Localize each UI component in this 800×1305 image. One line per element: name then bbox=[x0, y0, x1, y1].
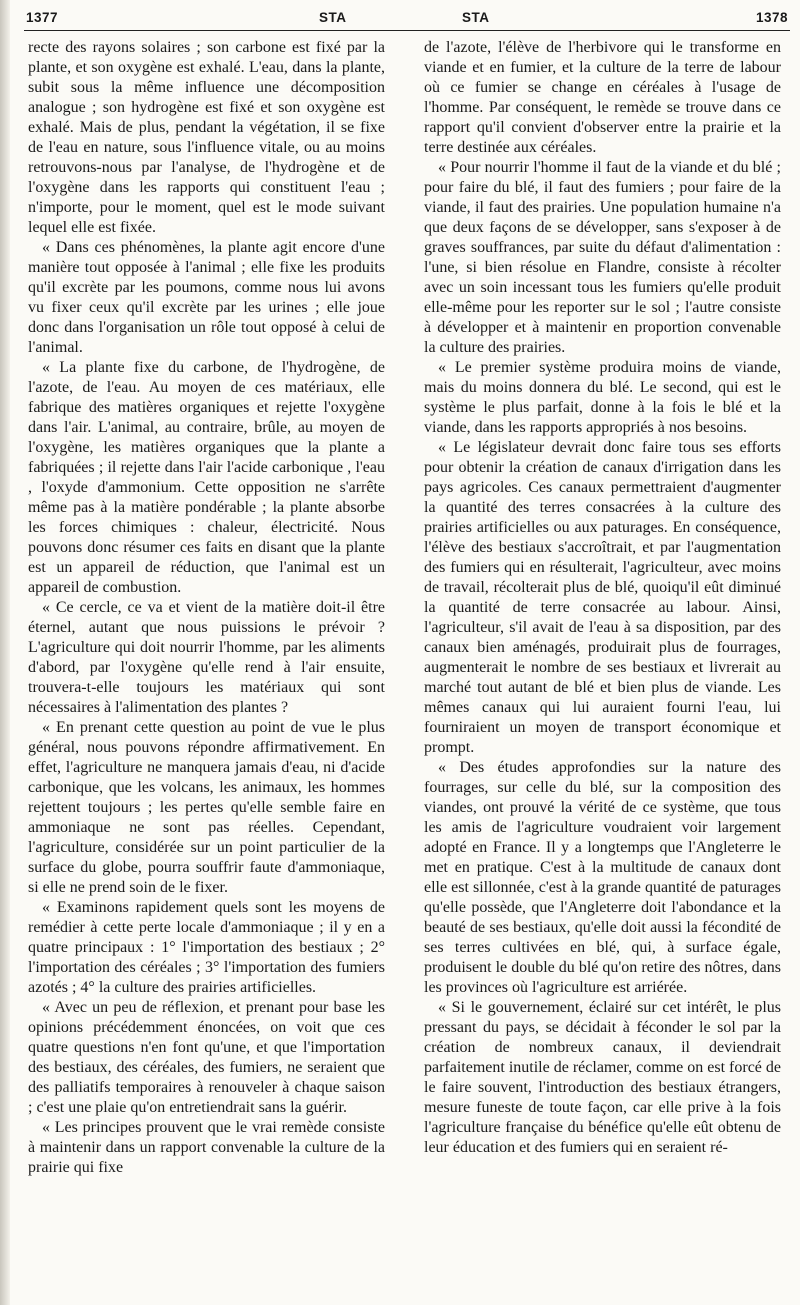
right-column bbox=[424, 38, 781, 1158]
left-page-number: 1377 bbox=[26, 10, 59, 25]
paragraph: « La plante fixe du carbone, de l'hydrogène, de l'azote, de l'eau. Au moyen de ces matériaux, elle fabrique des matières organiques et rejette l'oxygène dans l'air. L'animal, au contraire, brûle, au moyen de l'oxygène, les matières organiques que la plante a fabriquées ; il rejette dans l'air l'acide carbonique , l'eau , l'oxyde d'ammonium. Cette opposition ne s'arrête même pas à la matière pondérable ; la plante absorbe les forces chimiques : chaleur, électricité. Nous pouvons donc résumer ces faits en disant que la plante est un appareil de réduction, que l'animal est un appareil de combustion. bbox=[28, 359, 385, 596]
left-column bbox=[28, 38, 385, 1178]
paragraph: « Des études approfondies sur la nature des fourrages, sur celle du blé, sur la composition des viandes, ont prouvé la vérité de ce système, que tous les amis de l'agriculture voudraient voir largement adopté en France. Il y a longtemps que l'Angleterre le met en pratique. C'est à la multitude de canaux dont elle est sillonnée, c'est à la grande quantité de paturages qu'elle possède, que l'Angleterre doit l'abondance et la beauté de ses bestiaux, qu'elle doit aussi la fécondité de ses terres cultivées en blé, qui, à surface égale, produisent le double du blé qu'on retire des nôtres, dans les provinces où l'agriculture est arriérée. bbox=[424, 759, 781, 996]
paragraph: « Le législateur devrait donc faire tous ses efforts pour obtenir la création de canaux d'irrigation dans les pays agricoles. Ces canaux permettraient d'augmenter la quantité des terres consacrées à la culture des prairies artificielles ou aux paturages. En conséquence, l'élève des bestiaux s'accroîtrait, et par l'augmentation des fumiers qui en résulterait, l'agriculteur, avec moins de travail, récolterait plus de blé, quoiqu'il eût diminué la quantité de terre consacrée au labour. Ainsi, l'agriculteur, s'il avait de l'eau à sa disposition, par des canaux bien aménagés, produirait plus de fourrages, augmenterait le nombre de ses bestiaux et livrerait au marché tout autant de blé et bien plus de viande. Les mêmes canaux qui lui auraient fourni l'eau, lui fourniraient un moyen de transport économique et prompt. bbox=[424, 439, 781, 756]
left-running-head: STA bbox=[319, 10, 347, 25]
paragraph: « Le premier système produira moins de viande, mais du moins donnera du blé. Le second, qui est le système le plus parfait, donne à la fois le blé et la viande, dans les rapports appropriés à nos besoins. bbox=[424, 359, 781, 436]
paragraph: « Pour nourrir l'homme il faut de la viande et du blé ; pour faire du blé, il faut des fumiers ; pour faire de la viande, il faut des prairies. Une population humaine n'a que deux façons de se développer, sans s'exposer à de graves souffrances, par suite du défaut d'alimentation : l'une, si bien résolue en Flandre, consiste à récolter avec un soin incessant tous les fumiers qu'elle produit elle-même pour les reporter sur le sol ; l'autre consiste à développer et à maintenir en proportion convenable la culture des prairies. bbox=[424, 159, 781, 356]
paragraph: « Ce cercle, ce va et vient de la matière doit-il être éternel, autant que nous puissions le prévoir ? L'agriculture qui doit nourrir l'homme, par les aliments d'abord, par l'oxygène qu'elle rend à l'air ensuite, trouvera-t-elle toujours les matériaux qui sont nécessaires à l'alimentation des plantes ? bbox=[28, 599, 385, 716]
paragraph: recte des rayons solaires ; son carbone est fixé par la plante, et son oxygène est exhalé. L'eau, dans la plante, subit sous la même influence une décomposition analogue ; son hydrogène est fixé et son oxygène est exhalé. Mais de plus, pendant la végétation, il se fixe de l'eau en nature, sous l'influence vitale, ou au moins retrouvons-nous par l'analyse, de l'hydrogène et de l'oxygène dans les rapports qui constituent l'eau ; n'importe, pour le moment, quel est le mode suivant lequel elle est fixée. bbox=[28, 39, 385, 236]
paragraph: de l'azote, l'élève de l'herbivore qui le transforme en viande et en fumier, et la culture de la terre de labour où ce fumier se change en céréales à l'usage de l'homme. Par conséquent, le remède se trouve dans ce rapport qu'il convient d'observer entre la prairie et la terre destinée aux céréales. bbox=[424, 39, 781, 156]
right-running-head: STA bbox=[462, 10, 490, 25]
paragraph: « Examinons rapidement quels sont les moyens de remédier à cette perte locale d'ammoniaque ; il y en a quatre principaux : 1° l'importation des bestiaux ; 2° l'importation des céréales ; 3° l'importation des fumiers azotés ; 4° la culture des prairies artificielles. bbox=[28, 899, 385, 996]
running-header bbox=[26, 10, 788, 32]
paragraph: « Si le gouvernement, éclairé sur cet intérêt, le plus pressant du pays, se décidait à féconder le sol par la création de nombreux canaux, il deviendrait parfaitement inutile de réclamer, comme on est forcé de le faire souvent, l'introduction des bestiaux étrangers, mesure funeste de toute façon, car elle prive à la fois l'agriculture française du bénéfice qu'elle eût obtenu de leur éducation et des fumiers qui en seraient ré- bbox=[424, 999, 781, 1156]
paragraph: « Dans ces phénomènes, la plante agit encore d'une manière tout opposée à l'animal ; elle fixe les produits qu'il excrète par les poumons, comme nous lui avons vu fixer ceux qu'il excrète par les urines ; elle joue donc dans l'organisation un rôle tout opposé à celui de l'animal. bbox=[28, 239, 385, 356]
right-page-number: 1378 bbox=[755, 10, 788, 25]
header-rule bbox=[24, 30, 790, 31]
paragraph: « En prenant cette question au point de vue le plus général, nous pouvons répondre affirmativement. En effet, l'agriculture ne manquera jamais d'eau, ni d'acide carbonique, que les volcans, les animaux, les hommes rejettent toujours ; les pertes qu'elle semble faire en ammoniaque ne sont pas réelles. Cependant, l'agriculture, considérée sur un point particulier de la surface du globe, pourra souffrir faute d'ammoniaque, si elle ne prend soin de le fixer. bbox=[28, 719, 385, 896]
binding-edge bbox=[0, 0, 10, 1305]
paragraph: « Les principes prouvent que le vrai remède consiste à maintenir dans un rapport convenable la culture de la prairie qui fixe bbox=[28, 1119, 385, 1176]
paragraph: « Avec un peu de réflexion, et prenant pour base les opinions précédemment énoncées, on voit que ces quatre questions n'en font qu'une, et que l'importation des bestiaux, des céréales, des fumiers, ne seraient que des palliatifs temporaires à renouveler à chaque saison ; c'est une plaie qu'on entretiendrait sans la guérir. bbox=[28, 999, 385, 1116]
